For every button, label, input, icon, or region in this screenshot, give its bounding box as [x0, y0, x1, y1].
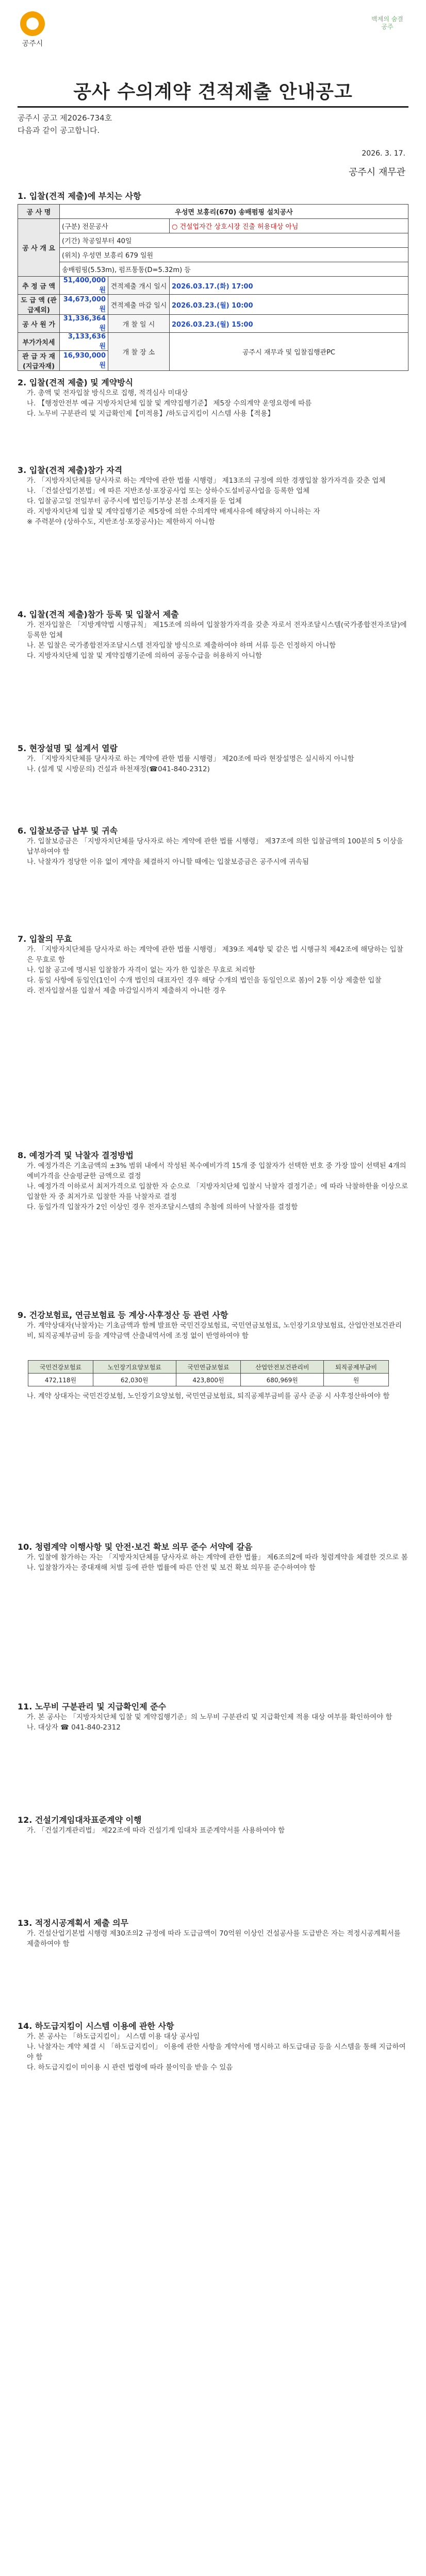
amount-label: 추 정 금 액 [18, 277, 60, 295]
section-line: 다. 동일가격 입찰자가 2인 이상인 경우 전자조달시스템의 추첨에 의하여 낙찰자를 결정함 [27, 1203, 298, 1211]
section-5 [18, 742, 408, 774]
amount-label: 공 사 원 가 [18, 315, 60, 333]
section-3 [18, 464, 408, 527]
section-heading: 4. 입찰(견적 제출)참가 등록 및 입찰서 제출 [18, 609, 179, 619]
schedule-value: 2026.03.23.(월) 15:00 [170, 315, 408, 333]
section-2 [18, 376, 408, 419]
section-line: 가. 건설산업기본법 시행령 제30조의2 규정에 따라 도급금액이 70억원 이상인 건설공사를 도급받은 자는 적정시공계획서를 제출하여야 함 [27, 1929, 401, 1948]
section-line: 다. 동일 사항에 동일인(1인이 수개 법인의 대표자인 경우 해당 수개의 법인을 동일인으로 봄)이 2통 이상 제출한 입찰 [27, 976, 382, 985]
city-logo [18, 11, 47, 52]
amount-label: 부가가치세 [18, 333, 60, 351]
section-line: 가. 「지방자치단체를 당사자로 하는 계약에 관한 법률 시행령」 제13조의 규정에 의한 경쟁입찰 참가자격을 갖춘 업체 [27, 477, 386, 485]
section-line: 다. 입찰공고일 전일부터 공주시에 법인등기부상 본점 소재지를 둔 업체 [27, 497, 242, 505]
section-4 [18, 608, 408, 661]
notice-number: 공주시 공고 제2026-734호 [18, 113, 112, 123]
section-line: 나. 예정가격 이하로서 최저가격으로 입찰한 자 순으로 「지방자치단체 입찰시 낙찰자 결정기준」에 따라 낙찰하한율 이상으로 입찰한 자 중 최저가로 입찰한 자를 낙찰자로 결정 [27, 1182, 408, 1201]
section-line: 가. 입찰에 참가하는 자는 「지방자치단체를 당사자로 하는 계약에 관한 법률」 제6조의2에 따라 청렴계약을 체결한 것으로 봄 [27, 1553, 408, 1562]
amount-value: 16,930,000원 [60, 351, 108, 371]
section-line: 나. 낙찰자는 계약 체결 시 「하도급지킴이」 이용에 관한 사항을 계약서에 명시하고 하도급대금 등을 시스템을 통해 지급하여야 함 [27, 2043, 406, 2061]
outline-value: ○ 건설업자간 상호시장 진출 허용대상 아님 [170, 219, 408, 233]
header [0, 0, 426, 77]
section-line: 가. 「지방자치단체를 당사자로 하는 계약에 관한 법률 시행령」 제20조에 따라 현장설명은 실시하지 아니함 [27, 755, 354, 763]
section-line: 가. 본 공사는 「지방자치단체 입찰 및 계약집행기준」의 노무비 구분관리 및 지급확인제 적용 대상 여부를 확인하여야 함 [27, 1713, 392, 1721]
section-heading: 5. 현장설명 및 설계서 열람 [18, 743, 118, 753]
rate-value: 423,800원 [176, 1374, 241, 1386]
rate-value: 680,969원 [241, 1374, 324, 1386]
title-divider [18, 106, 408, 108]
rate-value: 원 [324, 1374, 389, 1386]
amount-value: 34,673,000원 [60, 295, 108, 315]
section-line: 나. 낙찰자가 정당한 이유 없이 계약을 체결하지 아니할 때에는 입찰보증금은 공주시에 귀속됨 [27, 858, 309, 866]
section-6 [18, 824, 408, 867]
section-9-after [18, 1391, 408, 1401]
section-line: 라. 지방자치단체 입찰 및 계약집행기준 제5장에 의한 수의계약 배제사유에 해당하지 아니하는 자 [27, 507, 320, 516]
section-heading: 11. 노무비 구분관리 및 지급확인제 준수 [18, 1702, 167, 1711]
lead-text: 다음과 같이 공고합니다. [18, 126, 100, 135]
amount-label: 관 급 자 재 (지급자재) [18, 351, 60, 371]
section-line: 나. 입찰 공고에 명시된 입찰참가 자격이 없는 자가 한 입찰은 무효로 처리함 [27, 966, 255, 974]
section-10 [18, 1540, 408, 1573]
rate-header: 국민연금보험료 [176, 1361, 241, 1374]
section-line: 다. 하도급지킴이 미이용 시 관련 법령에 따라 불이익을 받을 수 있음 [27, 2063, 233, 2072]
section-line: 가. 총액 및 전자입찰 방식으로 집행, 적격심사 미대상 [27, 389, 188, 397]
section-line: 가. 입찰보증금은 「지방자치단체를 당사자로 하는 계약에 관한 법률 시행령」 제37조에 의한 입찰금액의 100분의 5 이상을 납부하여야 함 [27, 837, 403, 856]
section-heading: 9. 건강보험료, 연금보험료 등 계상·사후정산 등 관련 사항 [18, 1310, 228, 1320]
schedule-value: 2026.03.17.(화) 17:00 [170, 277, 408, 295]
section-heading: 3. 입찰(견적 제출)참가 자격 [18, 465, 123, 475]
section-heading: 14. 하도급지킴이 시스템 이용에 관한 사항 [18, 2021, 174, 2031]
amount-value: 51,400,000원 [60, 277, 108, 295]
notice-date: 2026. 3. 17. [362, 149, 405, 158]
outline-key: 송배펌핑(5.53m), 펌프통통(D=5.32m) 등 [60, 262, 408, 277]
section-line: 나. 본 입찰은 국가종합전자조달시스템 전자입찰 방식으로 제출하여야 하며 서류 등은 인정하지 아니함 [27, 641, 336, 650]
section-line: 나. 입찰참가자는 중대재해 처벌 등에 관한 법률에 따른 안전 및 보건 확보 의무를 준수하여야 함 [27, 1564, 316, 1572]
issuing-org: 공주시 재무관 [348, 167, 405, 178]
city-emblem-icon [20, 11, 45, 36]
section-11 [18, 1700, 408, 1733]
section-line: 가. 전자입찰은 「지방계약법 시행규칙」 제15조에 의하여 입찰참가자격을 갖춘 자로서 전자조달시스템(국가종합전자조달)에 등록한 업체 [27, 621, 407, 639]
rate-header: 국민건강보험료 [28, 1361, 93, 1374]
section-heading: 1. 입찰(견적 제출)에 부치는 사항 [18, 191, 141, 201]
section-line: 가. 「건설기계관리법」 제22조에 따라 건설기계 임대차 표준계약서를 사용하여야 함 [27, 1826, 285, 1835]
schedule-label: 개 찰 장 소 [108, 333, 170, 371]
project-name: 우성면 보흥리(670) 송배펌핑 설치공사 [60, 205, 408, 219]
section-line: 나. 대상자 ☎ 041-840-2312 [27, 1723, 121, 1732]
section-heading: 2. 입찰(견적 제출) 및 계약방식 [18, 378, 134, 387]
section-heading: 10. 청렴계약 이행사항 및 안전·보건 확보 의무 준수 서약에 갈음 [18, 1542, 253, 1552]
section-line: 라. 전자입찰서를 입찰서 제출 마감일시까지 제출하지 아니한 경우 [27, 987, 226, 995]
section-heading: 13. 적정시공계획서 제출 의무 [18, 1918, 129, 1928]
schedule-value: 2026.03.23.(월) 10:00 [170, 295, 408, 315]
project-table [18, 204, 408, 371]
schedule-label: 개 찰 일 시 [108, 315, 170, 333]
section-heading: 7. 입찰의 무효 [18, 934, 72, 944]
section-heading: 8. 예정가격 및 낙찰자 결정방법 [18, 1150, 134, 1160]
section-9 [18, 1309, 408, 1341]
rate-header: 퇴직공제부금비 [324, 1361, 389, 1374]
section-12 [18, 1814, 408, 1836]
section-line: 나. 【행정안전부 예규 지방자치단체 입찰 및 계약집행기준】 제5장 수의계약 운영요령에 따름 [27, 399, 312, 408]
amount-label: 도 급 액 (관급제외) [18, 295, 60, 315]
rate-header: 노인장기요양보험료 [93, 1361, 176, 1374]
cell-label: 공 사 명 [18, 205, 60, 219]
section-line: 나. (설계 및 시방문의) 건설과 하천재정(☎041-840-2312) [27, 765, 210, 773]
section-8 [18, 1149, 408, 1212]
rate-header: 산업안전보건관리비 [241, 1361, 324, 1374]
section-line: 다. 지방자치단체 입찰 및 계약집행기준에 의하여 공동수급을 허용하지 아니함 [27, 652, 262, 660]
schedule-label: 견적제출 마감 일시 [108, 295, 170, 315]
page-title: 공사 수의계약 견적제출 안내공고 [73, 81, 353, 103]
amount-value: 31,336,364원 [60, 315, 108, 333]
section-line: 가. 본 공사는 「하도급지킴이」 시스템 이용 대상 공사임 [27, 2032, 200, 2041]
section-line: 나. 계약 상대자는 국민건강보험, 노인장기요양보험, 국민연금보험료, 퇴직공제부금비를 공사 준공 시 사후정산하여야 함 [27, 1392, 390, 1400]
outline-key: (기간) 착공일부터 40일 [60, 233, 408, 248]
section-13 [18, 1917, 408, 1949]
logo-text: 공주시 [22, 40, 43, 48]
section-line: 나. 「건설산업기본법」에 따른 지반조성·포장공사업 또는 상하수도설비공사업을 등록한 업체 [27, 487, 310, 495]
section-line: 다. 노무비 구분관리 및 지급확인제【미적용】/하도급지킴이 시스템 사용【적용】 [27, 410, 274, 418]
rate-value: 62,030원 [93, 1374, 176, 1386]
section-14 [18, 2020, 408, 2073]
section-note: ※ 주력분야 (상하수도, 지반조성·포장공사)는 제한하지 아니함 [27, 518, 215, 526]
section-7 [18, 933, 408, 996]
section-line: 가. 「지방자치단체를 당사자로 하는 계약에 관한 법률 시행령」 제39조 제4항 및 같은 법 시행규칙 제42조에 해당하는 입찰은 무효로 함 [27, 945, 403, 964]
section-1 [18, 190, 408, 201]
section-line: 가. 계약상대자(낙찰자)는 기초금액과 함께 발표한 국민건강보험료, 국민연금보험료, 노인장기요양보험료, 산업안전보건관리비, 퇴직공제부금비 등을 계약금액 산출내역서에 조정 없이 반영하여야 함 [27, 1321, 402, 1340]
outline-key: (위치) 우성면 보흥리 679 일원 [60, 248, 408, 262]
rate-value: 472,118원 [28, 1374, 93, 1386]
insurance-rate-table [28, 1360, 389, 1386]
section-heading: 6. 입찰보증금 납부 및 귀속 [18, 826, 118, 836]
cell-label: 공 사 개 요 [18, 219, 60, 277]
section-line: 가. 예정가격은 기초금액의 ±3% 범위 내에서 작성된 복수예비가격 15개 중 입찰자가 선택한 번호 중 가장 많이 선택된 4개의 예비가격을 산술평균한 금액으로 결정 [27, 1162, 406, 1180]
schedule-label: 견적제출 개시 일시 [108, 277, 170, 295]
city-slogan: 백제의 숨결 공주 [371, 15, 403, 30]
outline-key: (구분) 전문공사 [60, 219, 170, 233]
schedule-value: 공주시 재무과 및 입찰집행관PC [170, 333, 408, 371]
section-heading: 12. 건설기계임대차표준계약 이행 [18, 1815, 142, 1825]
amount-value: 3,133,636원 [60, 333, 108, 351]
